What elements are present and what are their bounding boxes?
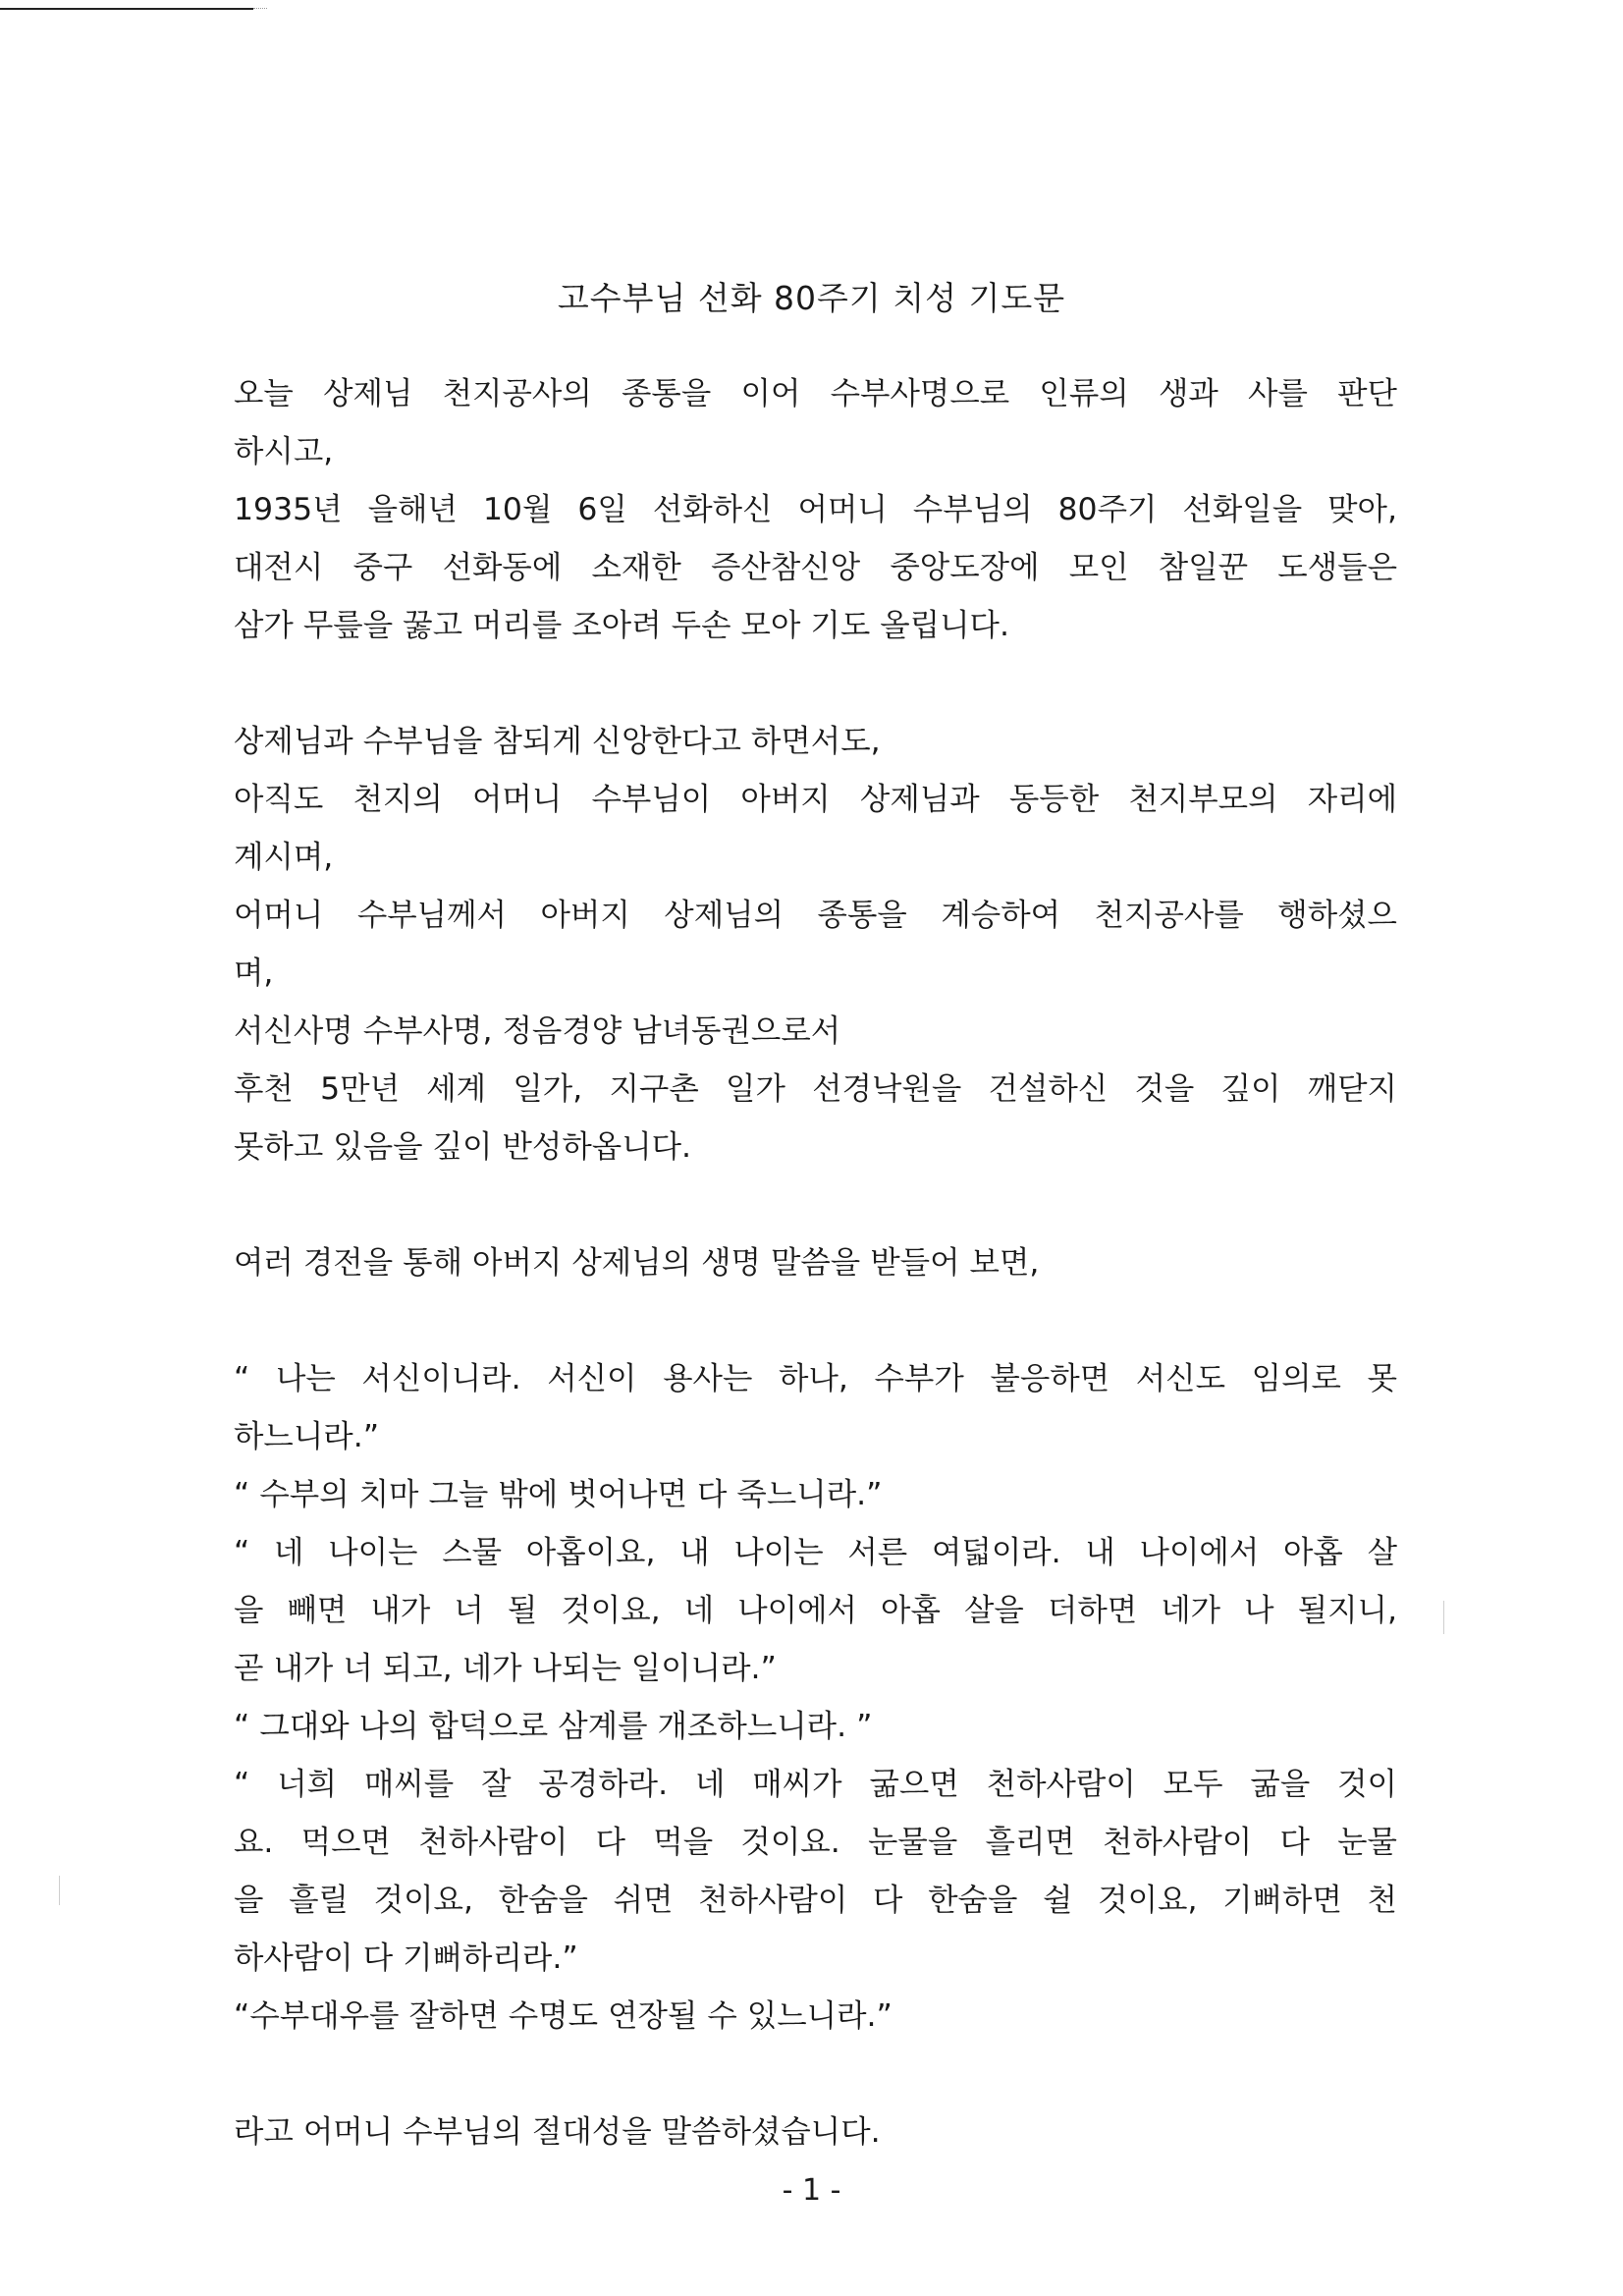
paragraph-gap: [234, 2046, 1397, 2104]
top-rule-faint-line: [253, 8, 267, 9]
text-line: 어머니 수부님께서 아버지 상제님의 종통을 계승하여 천지공사를 행하셨으: [234, 898, 1397, 933]
text-line: “ 네 나이는 스물 아홉이요, 내 나이는 서른 여덟이라. 내 나이에서 아홉 살: [234, 1535, 1397, 1570]
text-line: 하느니라.”: [234, 1419, 380, 1454]
paragraph: [234, 1350, 1397, 2046]
text-line: 하사람이 다 기뻐하리라.”: [234, 1941, 578, 1976]
paragraph: [234, 365, 1397, 655]
text-line: 곧 내가 너 되고, 네가 나되는 일이니라.”: [234, 1651, 777, 1686]
text-line: 하시고,: [234, 434, 334, 469]
top-rule-line: [0, 8, 253, 10]
paragraph-gap: [234, 655, 1397, 713]
text-line: 계시며,: [234, 840, 334, 875]
text-line: “ 나는 서신이니라. 서신이 용사는 하나, 수부가 불응하면 서신도 임의로 못: [234, 1361, 1397, 1396]
text-line: 1935년 을해년 10월 6일 선화하신 어머니 수부님의 80주기 선화일을 맞아,: [234, 492, 1397, 527]
text-line: 못하고 있음을 깊이 반성하옵니다.: [234, 1129, 692, 1165]
text-line: 요. 먹으면 천하사람이 다 먹을 것이요. 눈물을 흘리면 천하사람이 다 눈물: [234, 1825, 1397, 1860]
paragraph-gap: [234, 1176, 1397, 1234]
document-body: [234, 365, 1397, 2161]
text-line: 여러 경전을 통해 아버지 상제님의 생명 말씀을 받들어 보면,: [234, 1245, 1040, 1281]
document-title: 고수부님 선화 80주기 치성 기도문: [557, 279, 1066, 317]
page-number: - 1 -: [782, 2173, 841, 2208]
scan-margin-mark: [1443, 1601, 1444, 1634]
paragraph: [234, 1234, 1397, 1292]
text-line: 아직도 천지의 어머니 수부님이 아버지 상제님과 동등한 천지부모의 자리에: [234, 782, 1397, 817]
text-line: 라고 어머니 수부님의 절대성을 말씀하셨습니다.: [234, 2114, 881, 2150]
text-line: 며,: [234, 956, 274, 991]
paragraph: [234, 2104, 1397, 2161]
paragraph-gap: [234, 1292, 1397, 1350]
text-line: “ 수부의 치마 그늘 밖에 벗어나면 다 죽느니라.”: [234, 1477, 883, 1512]
text-line: 을 빼면 내가 너 될 것이요, 네 나이에서 아홉 살을 더하면 네가 나 될지니,: [234, 1593, 1397, 1628]
text-line: 상제님과 수부님을 참되게 신앙한다고 하면서도,: [234, 724, 881, 759]
text-line: “ 그대와 나의 합덕으로 삼계를 개조하느니라. ”: [234, 1709, 873, 1744]
text-line: 삼가 무릎을 꿇고 머리를 조아려 두손 모아 기도 올립니다.: [234, 608, 1009, 643]
scan-margin-mark-left: [59, 1876, 60, 1905]
text-line: 후천 5만년 세계 일가, 지구촌 일가 선경낙원을 건설하신 것을 깊이 깨닫지: [234, 1071, 1397, 1107]
text-line: “수부대우를 잘하면 수명도 연장될 수 있느니라.”: [234, 1998, 893, 2034]
text-line: 오늘 상제님 천지공사의 종통을 이어 수부사명으로 인류의 생과 사를 판단: [234, 376, 1397, 411]
text-line: “ 너희 매씨를 잘 공경하라. 네 매씨가 굶으면 천하사람이 모두 굶을 것이: [234, 1767, 1397, 1802]
text-line: 을 흘릴 것이요, 한숨을 쉬면 천하사람이 다 한숨을 쉴 것이요, 기뻐하면 천: [234, 1883, 1397, 1918]
text-line: 대전시 중구 선화동에 소재한 증산참신앙 중앙도장에 모인 참일꾼 도생들은: [234, 550, 1397, 585]
paragraph: [234, 713, 1397, 1176]
text-line: 서신사명 수부사명, 정음경양 남녀동권으로서: [234, 1013, 841, 1049]
